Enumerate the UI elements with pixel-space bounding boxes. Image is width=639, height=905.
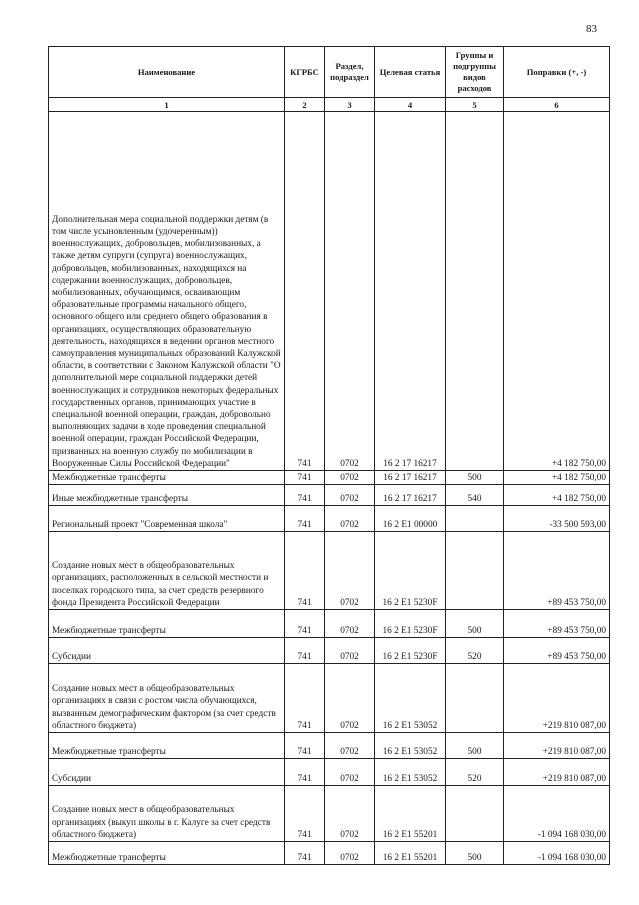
column-number: 3 [325,98,375,112]
table-row [49,610,610,638]
row-amount: +219 810 087,00 [504,664,610,733]
row-name: Региональный проект "Современная школа" [49,506,285,532]
row-section: 0702 [325,638,375,664]
row-section: 0702 [325,786,375,842]
header-kgrbs: КГРБС [285,47,325,98]
row-target: 16 2 17 16217 [375,112,446,471]
column-number: 6 [504,98,610,112]
row-kgrbs: 741 [285,664,325,733]
budget-table [48,46,610,865]
row-section: 0702 [325,733,375,759]
row-section: 0702 [325,112,375,471]
row-section: 0702 [325,842,375,865]
row-name: Создание новых мест в общеобразовательных организациях, расположенных в сельской местности и поселках городского типа, за счет средств резервного фонда Президента Российской Федерации [49,532,285,610]
row-target: 16 2 Е1 5230F [375,532,446,610]
row-group [446,664,504,733]
row-kgrbs: 741 [285,485,325,506]
row-name: Создание новых мест в общеобразовательных организациях (выкуп школы в г. Калуге за счет средств областного бюджета) [49,786,285,842]
table-row [49,112,610,471]
header-name: Наименование [49,47,285,98]
header-amendments: Поправки (+, -) [504,47,610,98]
row-section: 0702 [325,485,375,506]
table-row [49,759,610,786]
row-kgrbs: 741 [285,506,325,532]
row-amount: -1 094 168 030,00 [504,842,610,865]
row-section: 0702 [325,532,375,610]
column-number: 1 [49,98,285,112]
row-section: 0702 [325,664,375,733]
row-group: 500 [446,471,504,485]
row-section: 0702 [325,759,375,786]
row-amount: +89 453 750,00 [504,610,610,638]
row-group: 500 [446,733,504,759]
row-target: 16 2 Е1 53052 [375,733,446,759]
table-row [49,485,610,506]
row-name: Субсидии [49,638,285,664]
row-target: 16 2 Е1 55201 [375,786,446,842]
row-target: 16 2 Е1 5230F [375,610,446,638]
header-groups: Группы и подгруппы видов расходов [446,47,504,98]
row-name: Межбюджетные трансферты [49,610,285,638]
table-row [49,471,610,485]
column-number: 2 [285,98,325,112]
row-amount: -33 500 593,00 [504,506,610,532]
header-row [49,47,610,98]
row-group [446,786,504,842]
row-name: Создание новых мест в общеобразовательных организациях в связи с ростом числа обучающихся, вызванным демографическим фактором (за счет средств областного бюджета) [49,664,285,733]
row-target: 16 2 Е1 55201 [375,842,446,865]
row-kgrbs: 741 [285,786,325,842]
column-number: 4 [375,98,446,112]
header-section: Раздел, подраздел [325,47,375,98]
row-group: 500 [446,842,504,865]
row-target: 16 2 17 16217 [375,485,446,506]
row-amount: +4 182 750,00 [504,471,610,485]
row-name: Межбюджетные трансферты [49,733,285,759]
row-kgrbs: 741 [285,842,325,865]
row-name: Межбюджетные трансферты [49,471,285,485]
table-row [49,786,610,842]
row-kgrbs: 741 [285,471,325,485]
table-row [49,733,610,759]
row-name: Иные межбюджетные трансферты [49,485,285,506]
row-group: 540 [446,485,504,506]
row-kgrbs: 741 [285,532,325,610]
row-target: 16 2 Е1 00000 [375,506,446,532]
row-group [446,506,504,532]
row-amount: +219 810 087,00 [504,759,610,786]
row-kgrbs: 741 [285,759,325,786]
table-row [49,638,610,664]
row-section: 0702 [325,610,375,638]
row-kgrbs: 741 [285,638,325,664]
table-row [49,664,610,733]
row-amount: +4 182 750,00 [504,485,610,506]
column-number: 5 [446,98,504,112]
header-target: Целевая статья [375,47,446,98]
row-kgrbs: 741 [285,733,325,759]
row-kgrbs: 741 [285,610,325,638]
row-amount: +89 453 750,00 [504,532,610,610]
column-number-row [49,98,610,112]
row-group: 500 [446,610,504,638]
row-target: 16 2 Е1 53052 [375,664,446,733]
row-group: 520 [446,638,504,664]
row-name: Межбюджетные трансферты [49,842,285,865]
page-number: 83 [586,23,597,35]
table-row [49,842,610,865]
row-amount: -1 094 168 030,00 [504,786,610,842]
table-row [49,506,610,532]
row-target: 16 2 Е1 53052 [375,759,446,786]
row-section: 0702 [325,506,375,532]
row-name: Субсидии [49,759,285,786]
row-section: 0702 [325,471,375,485]
row-target: 16 2 Е1 5230F [375,638,446,664]
table-row [49,532,610,610]
row-amount: +219 810 087,00 [504,733,610,759]
row-group: 520 [446,759,504,786]
row-target: 16 2 17 16217 [375,471,446,485]
row-group [446,532,504,610]
row-amount: +4 182 750,00 [504,112,610,471]
row-amount: +89 453 750,00 [504,638,610,664]
row-kgrbs: 741 [285,112,325,471]
row-name: Дополнительная мера социальной поддержки детям (в том числе усыновленным (удочеренным)) военнослужащих, добровольцев, мобилизованных, а также детям супруги (супруга) военнослужащих, добровольцев, мобилизованных, находящихся на содержании военнослужащих, добровольцев, мобилизованных, обучающимся, осваивающим образовательные программы начального общего, основного общего или среднего общего образования в организациях, осуществляющих образовательную деятельность, находящихся в ведении органов местного самоуправления муниципальных образований Калужской области, в соответствии с Законом Калужской области "О дополнительной мере социальной поддержки детей военнослужащих и сотрудников некоторых федеральных государственных органов, принимающих участие в специальной военной операции, граждан, добровольно выполняющих задачи в ходе проведения специальной военной операции, граждан Российской Федерации, призванных на военную службу по мобилизации в Вооруженные Силы Российской Федерации" [49,112,285,471]
row-group [446,112,504,471]
